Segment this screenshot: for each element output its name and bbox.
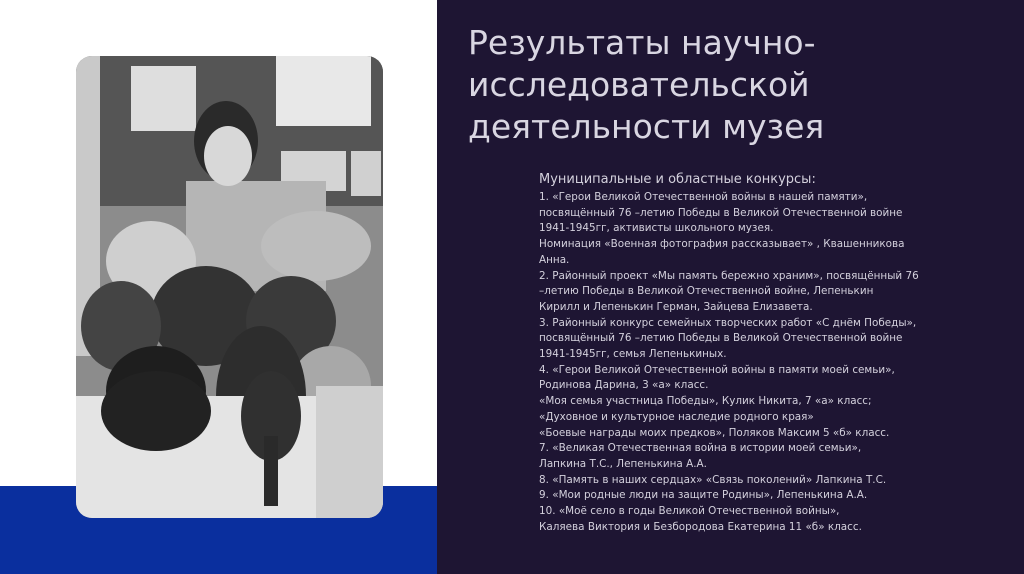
text-line: 7. «Великая Отечественная война в истории моей семьи»,: [539, 442, 862, 455]
text-line: 1. «Герои Великой Отечественной войны в нашей памяти»,: [539, 191, 868, 203]
text-line: Каляева Виктория и Безбородова Екатерина 11 «б» класс.: [539, 520, 862, 533]
text-line: Лапкина Т.С., Лепенькина А.А.: [539, 457, 707, 470]
title-line: деятельности музея: [468, 107, 825, 146]
photo-illustration: [76, 56, 383, 518]
text-line: «Моя семья участница Победы», Кулик Никита, 7 «а» класс;: [539, 395, 872, 408]
text-line: Кирилл и Лепенькин Герман, Зайцева Елизавета.: [539, 300, 813, 313]
text-line: посвящённый 76 –летию Победы в Великой Отечественной войне: [539, 206, 903, 219]
text-line: Родинова Дарина, 3 «а» класс.: [539, 379, 709, 392]
text-line: 2. Районный проект «Мы память бережно храним», посвящённый 76: [539, 269, 919, 282]
text-line: 4. «Герои Великой Отечественной войны в памяти моей семьи»,: [539, 363, 895, 376]
text-line: Номинация «Военная фотография рассказывает» , Квашенникова: [539, 238, 905, 251]
text-line: 1941-1945гг, активисты школьного музея.: [539, 222, 774, 235]
text-line: 9. «Мои родные люди на защите Родины», Лепенькина А.А.: [539, 489, 868, 502]
museum-photo: [76, 56, 383, 518]
text-line: «Духовное и культурное наследие родного края»: [539, 410, 814, 423]
text-line: 3. Районный конкурс семейных творческих работ «С днём Победы»,: [539, 316, 917, 329]
text-line: 1941-1945гг, семья Лепенькиных.: [539, 348, 727, 361]
text-line: Анна.: [539, 253, 570, 266]
slide-title: [468, 22, 998, 148]
text-line: 8. «Память в наших сердцах» «Связь поколений» Лапкина Т.С.: [539, 473, 887, 486]
text-line: посвящённый 76 –летию Победы в Великой Отечественной войне: [539, 332, 903, 345]
slide-content: [539, 172, 939, 535]
slide-subtitle: Муниципальные и областные конкурсы:: [539, 172, 816, 187]
text-line: 10. «Моё село в годы Великой Отечественной войны»,: [539, 505, 840, 518]
title-line: исследовательской: [468, 65, 810, 104]
text-line: «Боевые награды моих предков», Поляков Максим 5 «б» класс.: [539, 426, 890, 439]
title-line: Результаты научно-: [468, 23, 816, 62]
text-line: –летию Победы в Великой Отечественной войне, Лепенькин: [539, 285, 874, 298]
